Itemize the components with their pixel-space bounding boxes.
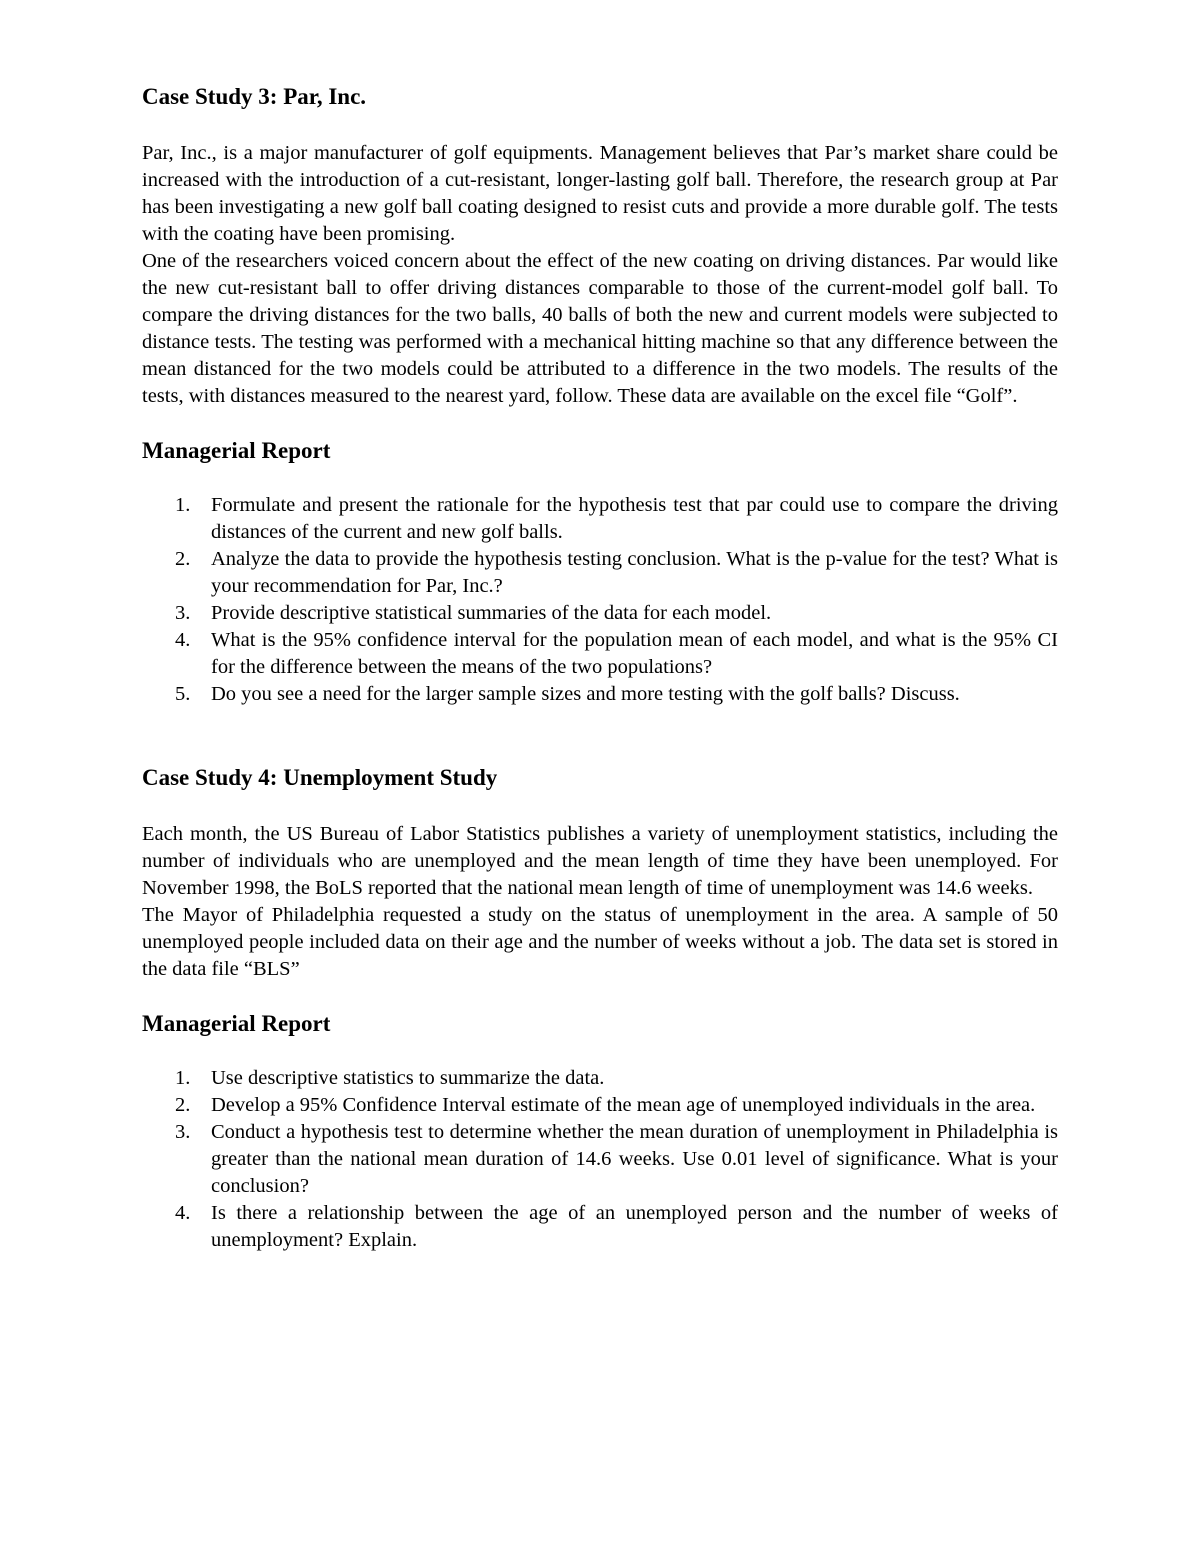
list-item-number: 4.	[175, 629, 191, 651]
case-study-4-intro-paragraph: Each month, the US Bureau of Labor Statistics publishes a variety of unemployment statistics, including the number of individuals who are unemployed and the mean length of time they have been unemployed. For November 1998, the BoLS reported that the national mean length of time of unemployment was 14.6 weeks.	[142, 823, 1058, 899]
list-item-text: What is the 95% confidence interval for the population mean of each model, and what is the 95% CI for the difference between the means of the two populations?	[211, 629, 1058, 678]
list-item-text: Do you see a need for the larger sample sizes and more testing with the golf balls? Discuss.	[211, 683, 960, 705]
list-item	[142, 1065, 1058, 1092]
list-item-text: Develop a 95% Confidence Interval estimate of the mean age of unemployed individuals in the area.	[211, 1094, 1036, 1116]
case-study-3-report-list	[142, 492, 1058, 708]
list-item	[142, 627, 1058, 681]
case-study-4-report-heading: Managerial Report	[142, 1011, 331, 1036]
case-study-4-report-list	[142, 1065, 1058, 1254]
list-item	[142, 1092, 1058, 1119]
list-item-number: 2.	[175, 1094, 191, 1116]
document-page	[142, 82, 1058, 1254]
case-study-4	[142, 763, 1058, 1254]
list-item-number: 3.	[175, 1121, 191, 1143]
list-item-number: 3.	[175, 602, 191, 624]
list-item	[142, 546, 1058, 600]
list-item-text: Is there a relationship between the age of an unemployed person and the number of weeks of unemployment? Explain.	[211, 1202, 1058, 1251]
list-item	[142, 492, 1058, 546]
list-item-number: 1.	[175, 494, 191, 516]
case-study-4-title: Case Study 4: Unemployment Study	[142, 765, 498, 790]
list-item-number: 5.	[175, 683, 191, 705]
list-item-text: Conduct a hypothesis test to determine whether the mean duration of unemployment in Philadelphia is greater than the national mean duration of 14.6 weeks. Use 0.01 level of significance. What is your conclusion?	[211, 1121, 1058, 1197]
list-item-text: Use descriptive statistics to summarize the data.	[211, 1067, 605, 1089]
list-item-number: 4.	[175, 1202, 191, 1224]
list-item	[142, 1200, 1058, 1254]
list-item-text: Analyze the data to provide the hypothesis testing conclusion. What is the p-value for the test? What is your recommendation for Par, Inc.?	[211, 548, 1058, 597]
list-item	[142, 600, 1058, 627]
list-item-text: Formulate and present the rationale for the hypothesis test that par could use to compare the driving distances of the current and new golf balls.	[211, 494, 1058, 543]
case-study-4-details-paragraph: The Mayor of Philadelphia requested a study on the status of unemployment in the area. A sample of 50 unemployed people included data on their age and the number of weeks without a job. The data set is stored in the data file “BLS”	[142, 904, 1058, 980]
case-study-3	[142, 82, 1058, 708]
list-item	[142, 681, 1058, 708]
list-item-number: 1.	[175, 1067, 191, 1089]
case-study-3-details-paragraph: One of the researchers voiced concern about the effect of the new coating on driving distances. Par would like the new cut-resistant ball to offer driving distances comparable to those of the current-model golf ball. To compare the driving distances for the two balls, 40 balls of both the new and current models were subjected to distance tests. The testing was performed with a mechanical hitting machine so that any difference between the mean distanced for the two models could be attributed to a difference in the two models. The results of the tests, with distances measured to the nearest yard, follow. These data are available on the excel file “Golf”.	[142, 250, 1058, 407]
case-study-3-intro-paragraph: Par, Inc., is a major manufacturer of golf equipments. Management believes that Par’s market share could be increased with the introduction of a cut-resistant, longer-lasting golf ball. Therefore, the research group at Par has been investigating a new golf ball coating designed to resist cuts and provide a more durable golf. The tests with the coating have been promising.	[142, 142, 1058, 245]
list-item	[142, 1119, 1058, 1200]
list-item-number: 2.	[175, 548, 191, 570]
list-item-text: Provide descriptive statistical summaries of the data for each model.	[211, 602, 772, 624]
case-study-3-title: Case Study 3: Par, Inc.	[142, 84, 367, 109]
case-study-3-report-heading: Managerial Report	[142, 438, 331, 463]
